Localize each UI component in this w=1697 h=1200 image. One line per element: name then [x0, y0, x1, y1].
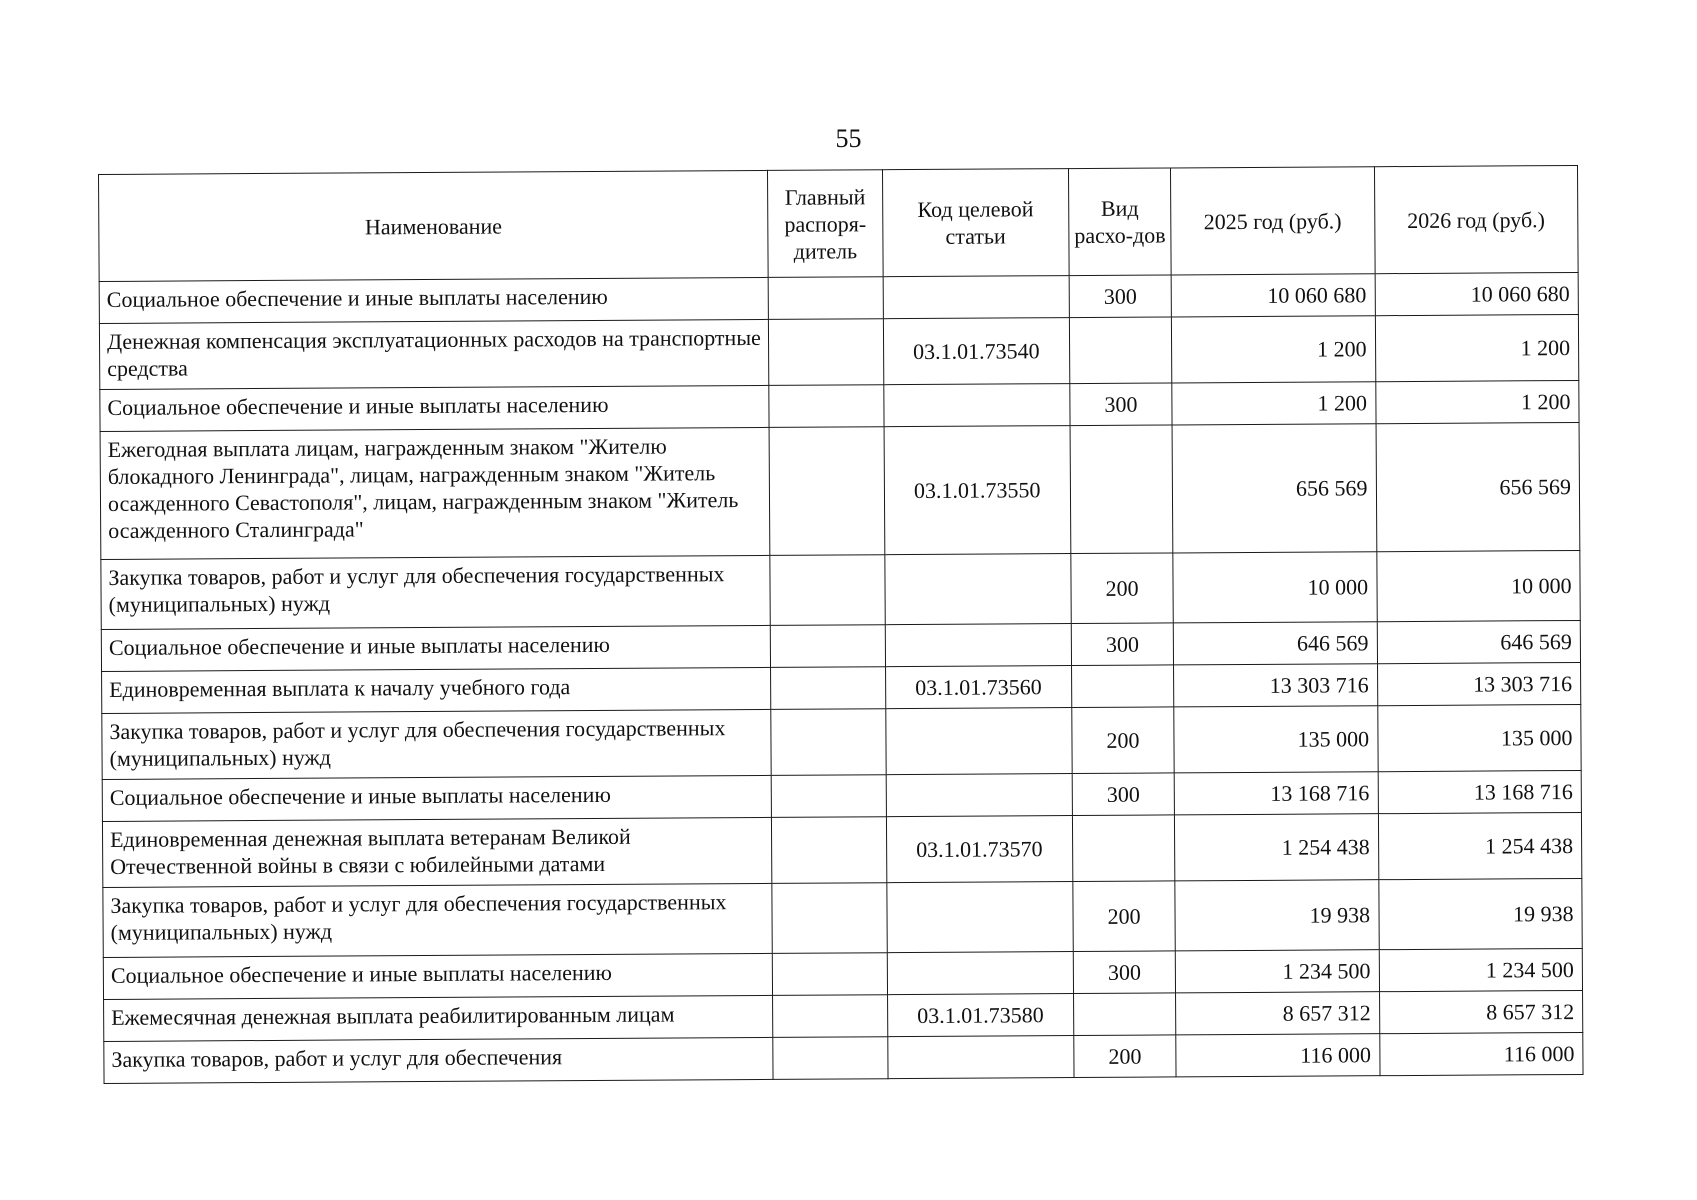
header-year-2026: 2026 год (руб.) — [1374, 165, 1578, 273]
row-expense-type: 200 — [1073, 881, 1176, 952]
row-expense-type: 200 — [1072, 707, 1175, 774]
row-target-code: 03.1.01.73580 — [887, 994, 1074, 1037]
row-main-manager — [773, 1037, 887, 1080]
row-amount-2025: 1 200 — [1172, 316, 1376, 383]
row-main-manager — [773, 953, 887, 996]
row-target-code — [883, 384, 1070, 427]
budget-table — [98, 165, 1584, 1084]
row-expense-type: 300 — [1072, 773, 1174, 816]
row-target-code — [886, 882, 1073, 953]
row-target-code — [886, 774, 1073, 817]
row-expense-type: 200 — [1074, 1035, 1176, 1078]
row-main-manager — [771, 709, 886, 776]
header-year-2025: 2025 год (руб.) — [1171, 167, 1375, 275]
row-name: Социальное обеспечение и иные выплаты населению — [99, 277, 769, 323]
row-main-manager — [769, 319, 884, 386]
row-main-manager — [771, 625, 885, 668]
header-name: Наименование — [99, 170, 769, 281]
row-amount-2025: 13 303 716 — [1174, 664, 1378, 707]
header-main-manager: Главный распоря-дитель — [768, 170, 883, 278]
row-amount-2026: 1 254 438 — [1378, 812, 1582, 879]
row-amount-2026: 10 060 680 — [1375, 272, 1579, 315]
table-header-row — [99, 165, 1579, 281]
row-target-code: 03.1.01.73560 — [885, 666, 1072, 709]
row-amount-2026: 1 200 — [1375, 314, 1579, 381]
row-amount-2025: 1 234 500 — [1175, 950, 1379, 993]
row-amount-2026: 13 303 716 — [1377, 662, 1581, 705]
row-amount-2025: 13 168 716 — [1174, 772, 1378, 815]
table-row — [102, 812, 1581, 887]
row-amount-2025: 8 657 312 — [1176, 992, 1380, 1035]
row-expense-type — [1071, 665, 1173, 708]
row-target-code — [887, 1036, 1074, 1079]
row-amount-2026: 656 569 — [1376, 422, 1580, 551]
row-target-code — [883, 276, 1070, 319]
row-amount-2026: 1 200 — [1375, 380, 1579, 423]
table-row — [101, 550, 1580, 629]
row-amount-2026: 10 000 — [1376, 550, 1580, 621]
table-row — [104, 1032, 1583, 1083]
row-expense-type: 300 — [1071, 623, 1173, 666]
row-target-code — [884, 554, 1071, 625]
row-amount-2026: 135 000 — [1377, 704, 1581, 771]
row-amount-2026: 13 168 716 — [1378, 770, 1582, 813]
row-amount-2025: 19 938 — [1175, 880, 1379, 951]
row-amount-2025: 656 569 — [1172, 424, 1376, 553]
row-amount-2026: 116 000 — [1379, 1032, 1583, 1075]
row-name: Закупка товаров, работ и услуг для обеспечения — [104, 1037, 774, 1083]
table-row — [103, 878, 1582, 957]
row-expense-type: 300 — [1070, 383, 1172, 426]
row-expense-type — [1073, 993, 1175, 1036]
row-name: Закупка товаров, работ и услуг для обеспечения государственных (муниципальных) нужд — [103, 883, 773, 957]
row-name: Социальное обеспечение и иные выплаты населению — [103, 953, 773, 999]
row-main-manager — [772, 775, 886, 818]
row-target-code: 03.1.01.73550 — [884, 426, 1071, 555]
row-amount-2026: 19 938 — [1378, 878, 1582, 949]
row-main-manager — [773, 995, 887, 1038]
row-amount-2025: 10 060 680 — [1171, 274, 1375, 317]
row-expense-type — [1072, 815, 1175, 882]
row-name: Единовременная денежная выплата ветеранам Великой Отечественной войны в связи с юбилейными датами — [102, 817, 772, 887]
row-main-manager — [772, 883, 887, 954]
row-main-manager — [769, 427, 884, 556]
row-amount-2025: 1 200 — [1172, 382, 1376, 425]
row-name: Социальное обеспечение и иные выплаты населению — [100, 385, 770, 431]
table-row — [99, 314, 1578, 389]
row-amount-2025: 116 000 — [1176, 1034, 1380, 1077]
row-expense-type — [1069, 317, 1172, 384]
row-expense-type: 300 — [1073, 951, 1175, 994]
header-expense-type: Вид расхо-дов — [1068, 168, 1171, 276]
header-target-code: Код целевой статьи — [882, 169, 1069, 277]
row-target-code: 03.1.01.73570 — [886, 816, 1073, 883]
row-amount-2025: 646 569 — [1173, 622, 1377, 665]
row-name: Закупка товаров, работ и услуг для обеспечения государственных (муниципальных) нужд — [102, 709, 772, 779]
table-row — [102, 704, 1581, 779]
row-target-code: 03.1.01.73540 — [883, 318, 1070, 385]
row-name: Денежная компенсация эксплуатационных расходов на транспортные средства — [99, 319, 769, 389]
row-main-manager — [769, 385, 883, 428]
row-target-code — [885, 708, 1072, 775]
row-expense-type — [1070, 425, 1173, 554]
row-name: Закупка товаров, работ и услуг для обеспечения государственных (муниципальных) нужд — [101, 555, 771, 629]
row-amount-2025: 135 000 — [1174, 706, 1378, 773]
row-target-code — [885, 624, 1072, 667]
row-target-code — [887, 952, 1074, 995]
row-main-manager — [772, 817, 887, 884]
row-name: Ежемесячная денежная выплата реабилитированным лицам — [104, 995, 774, 1041]
row-amount-2026: 8 657 312 — [1379, 990, 1583, 1033]
row-expense-type: 200 — [1071, 553, 1174, 624]
row-amount-2025: 10 000 — [1173, 552, 1377, 623]
row-name: Единовременная выплата к началу учебного года — [102, 667, 772, 713]
row-name: Социальное обеспечение и иные выплаты населению — [101, 625, 771, 671]
row-amount-2026: 646 569 — [1377, 620, 1581, 663]
row-name: Ежегодная выплата лицам, награжденным знаком "Жителю блокадного Ленинграда", лицам, награжденным знаком "Житель осажденного Севастополя", лицам, награжденным знаком "Житель осажденного Сталинграда" — [100, 427, 770, 559]
row-main-manager — [771, 667, 885, 710]
row-amount-2025: 1 254 438 — [1175, 814, 1379, 881]
page-number: 55 — [835, 124, 862, 153]
table-row — [100, 422, 1580, 559]
row-name: Социальное обеспечение и иные выплаты населению — [102, 775, 772, 821]
row-main-manager — [770, 555, 885, 626]
row-main-manager — [768, 277, 882, 320]
row-amount-2026: 1 234 500 — [1379, 948, 1583, 991]
row-expense-type: 300 — [1069, 275, 1171, 318]
